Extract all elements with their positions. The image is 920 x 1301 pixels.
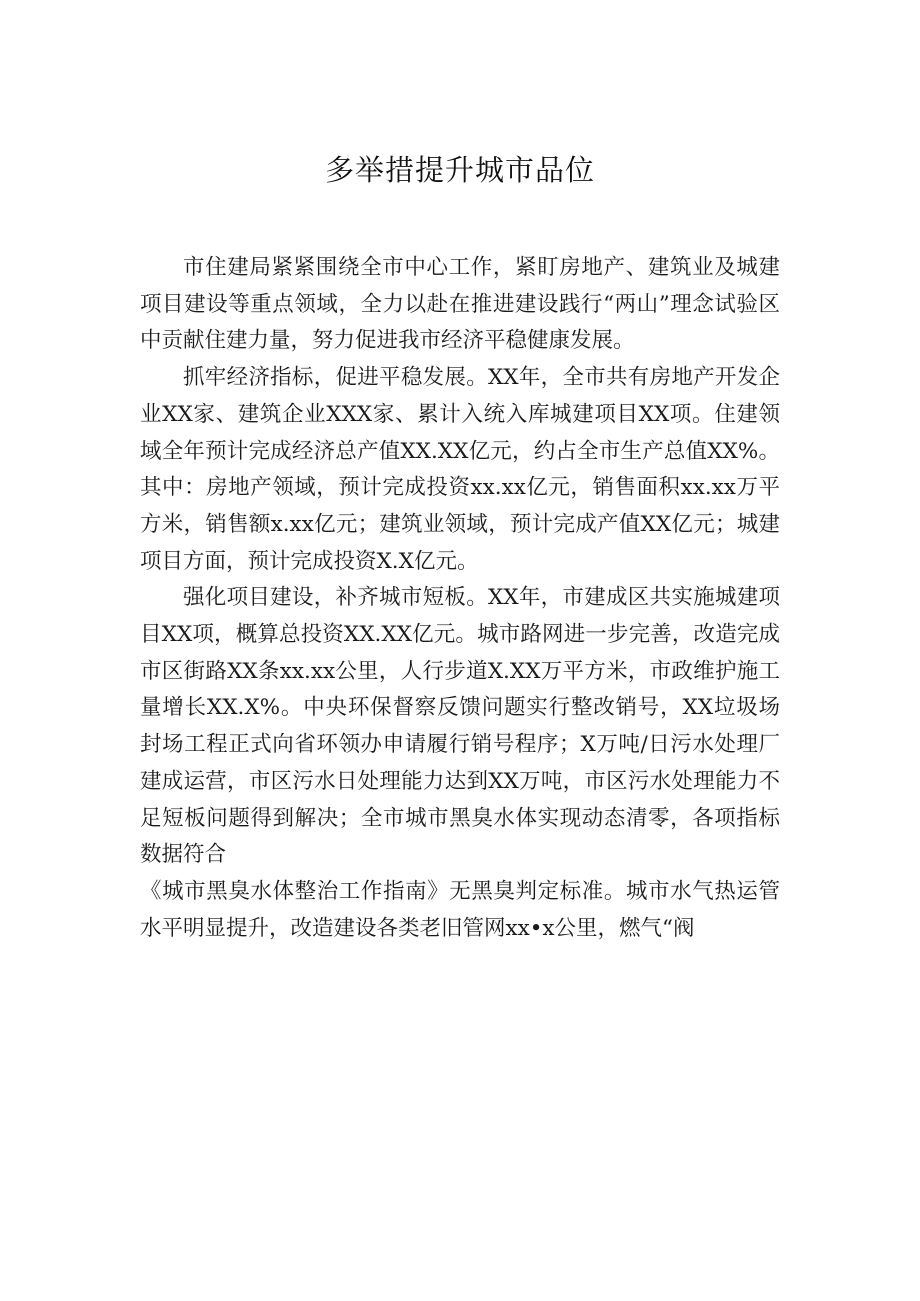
paragraph-intro: 市住建局紧紧围绕全市中心工作，紧盯房地产、建筑业及城建项目建设等重点领域，全力以赴在推进建设践行“两山”理念试验区中贡献住建力量，努力促进我市经济平稳健康发展。 — [140, 255, 780, 354]
document-body — [140, 250, 780, 947]
paragraph-project-construction: 强化项目建设，补齐城市短板。XX年，市建成区共实施城建项目XX项，概算总投资XX.XX亿元。城市路网进一步完善，改造完成市区街路XX条xx.xx公里，人行步道X.XX万平方米，市政维护施工量增长XX.X%。中央环保督察反馈问题实行整改销号，XX垃圾场封场工程正式向省环领办申请履行销号程序；X万吨/日污水处理厂建成运营，市区污水日处理能力达到XX万吨，市区污水处理能力不足短板问题得到解决；全市城市黑臭水体实现动态清零，各项指标数据符合 — [140, 585, 780, 868]
paragraph-economic-indicators: 抓牢经济指标，促进平稳发展。XX年，全市共有房地产开发企业XX家、建筑企业XXX家、累计入统入库城建项目XX项。住建领域全年预计完成经济总产值XX.XX亿元，约占全市生产总值XX%。其中：房地产领域，预计完成投资xx.xx亿元，销售面积xx.xx万平方米，销售额x.xx亿元；建筑业领域，预计完成产值XX亿元；城建项目方面，预计完成投资X.X亿元。 — [140, 365, 780, 574]
paragraph-continuation: 《城市黑臭水体整治工作指南》无黑臭判定标准。城市水气热运管水平明显提升，改造建设各类老旧管网xx•x公里，燃气“阀 — [140, 878, 780, 941]
document-title: 多举措提升城市品位 — [324, 153, 595, 187]
